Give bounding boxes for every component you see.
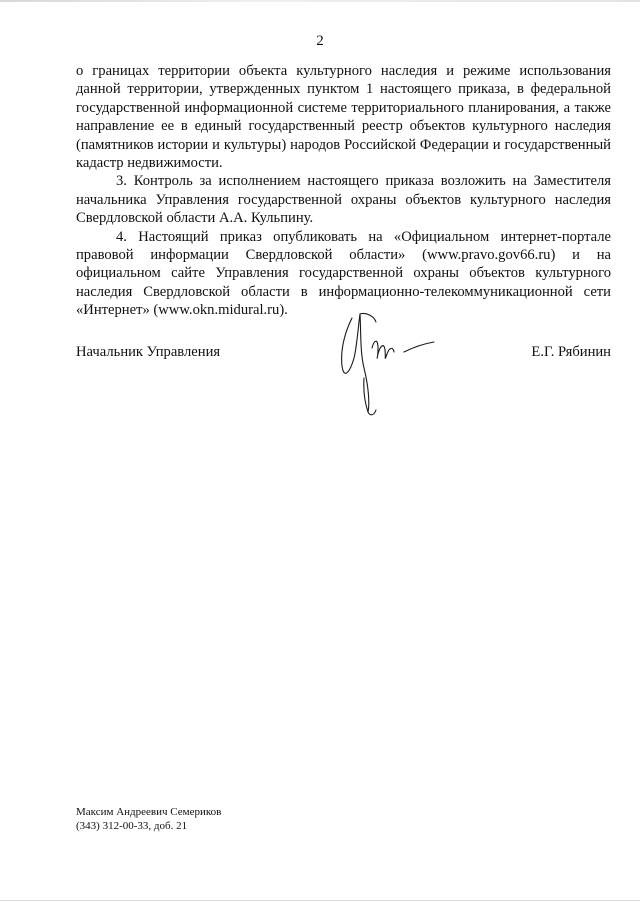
executor-phone: (343) 312-00-33, доб. 21 bbox=[76, 820, 188, 832]
scan-edge-bottom bbox=[0, 900, 640, 901]
page-number: 2 bbox=[316, 33, 324, 49]
handwritten-signature bbox=[330, 308, 450, 420]
scan-edge-top bbox=[0, 0, 640, 2]
signer-name: Е.Г. Рябинин bbox=[531, 344, 611, 360]
signer-title: Начальник Управления bbox=[76, 344, 221, 360]
paragraph-continuation: о границах территории объекта культурного наследия и режиме использования данной территории, утвержденных пунктом 1 настоящего приказа, в федеральной государственной информационной системе территориального планирования, а также направление ее в единый государственный реестр объектов культурного наследия (памятников истории и культуры) народов Российской Федерации и государственный кадастр недвижимости. bbox=[76, 63, 611, 172]
executor-name: Максим Андреевич Семериков bbox=[76, 806, 222, 818]
executor-info bbox=[76, 805, 221, 833]
paragraph-control-clause: 3. Контроль за исполнением настоящего приказа возложить на Заместителя начальника Управления государственной охраны объектов культурного наследия Свердловской области А.А. Кульпину. bbox=[76, 173, 611, 227]
paragraph-publication-clause: 4. Настоящий приказ опубликовать на «Официальном интернет-портале правовой информации Свердловской области» (www.pravo.gov66.ru) и на официальном сайте Управления государственной охраны объектов культурного наследия Свердловской области в информационно-телекоммуникационной сети «Интернет» (www.okn.midural.ru). bbox=[76, 228, 611, 319]
document-body bbox=[76, 62, 611, 320]
